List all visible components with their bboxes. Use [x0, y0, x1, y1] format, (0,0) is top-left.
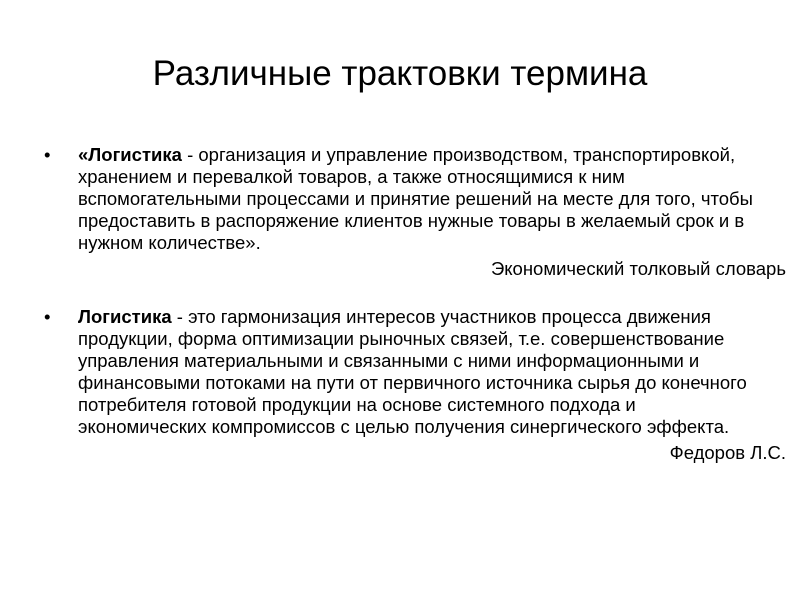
definition-text [78, 144, 768, 254]
definition-term [78, 144, 182, 165]
definition-text [78, 306, 768, 438]
term-label: Логистика [78, 306, 172, 327]
definitions-list [44, 144, 786, 464]
definition-item-1 [44, 144, 786, 280]
definition-item-2 [44, 306, 786, 464]
definition-source: Экономический толковый словарь [490, 258, 786, 279]
bullet-icon: • [44, 144, 51, 165]
definition-body: - организация и управление производством, транспортировкой, хранением и перевалкой товаров, а также относящимися к ним вспомогательными процессами и принятие решений на месте для того, чтобы предоставить в распоряжение клиентов нужные товары в желаемый срок и в нужном количестве». [78, 144, 753, 253]
slide-title: Различные трактовки термина [152, 54, 648, 93]
definition-source: Федоров Л.С. [669, 442, 786, 463]
term-label: Логистика [88, 144, 182, 165]
definition-body: - это гармонизация интересов участников процесса движения продукции, форма оптимизации рыночных связей, т.е. совершенствование управления материальными и связанными с ними информационными и финансовыми потоками на пути от первичного источника сырья до конечного потребителя готовой продукции на основе системного подхода и экономических компромиссов с целью получения синергического эффекта. [78, 306, 747, 437]
bullet-icon: • [44, 306, 51, 327]
quote-open: « [78, 144, 89, 165]
definition-term [78, 306, 172, 327]
